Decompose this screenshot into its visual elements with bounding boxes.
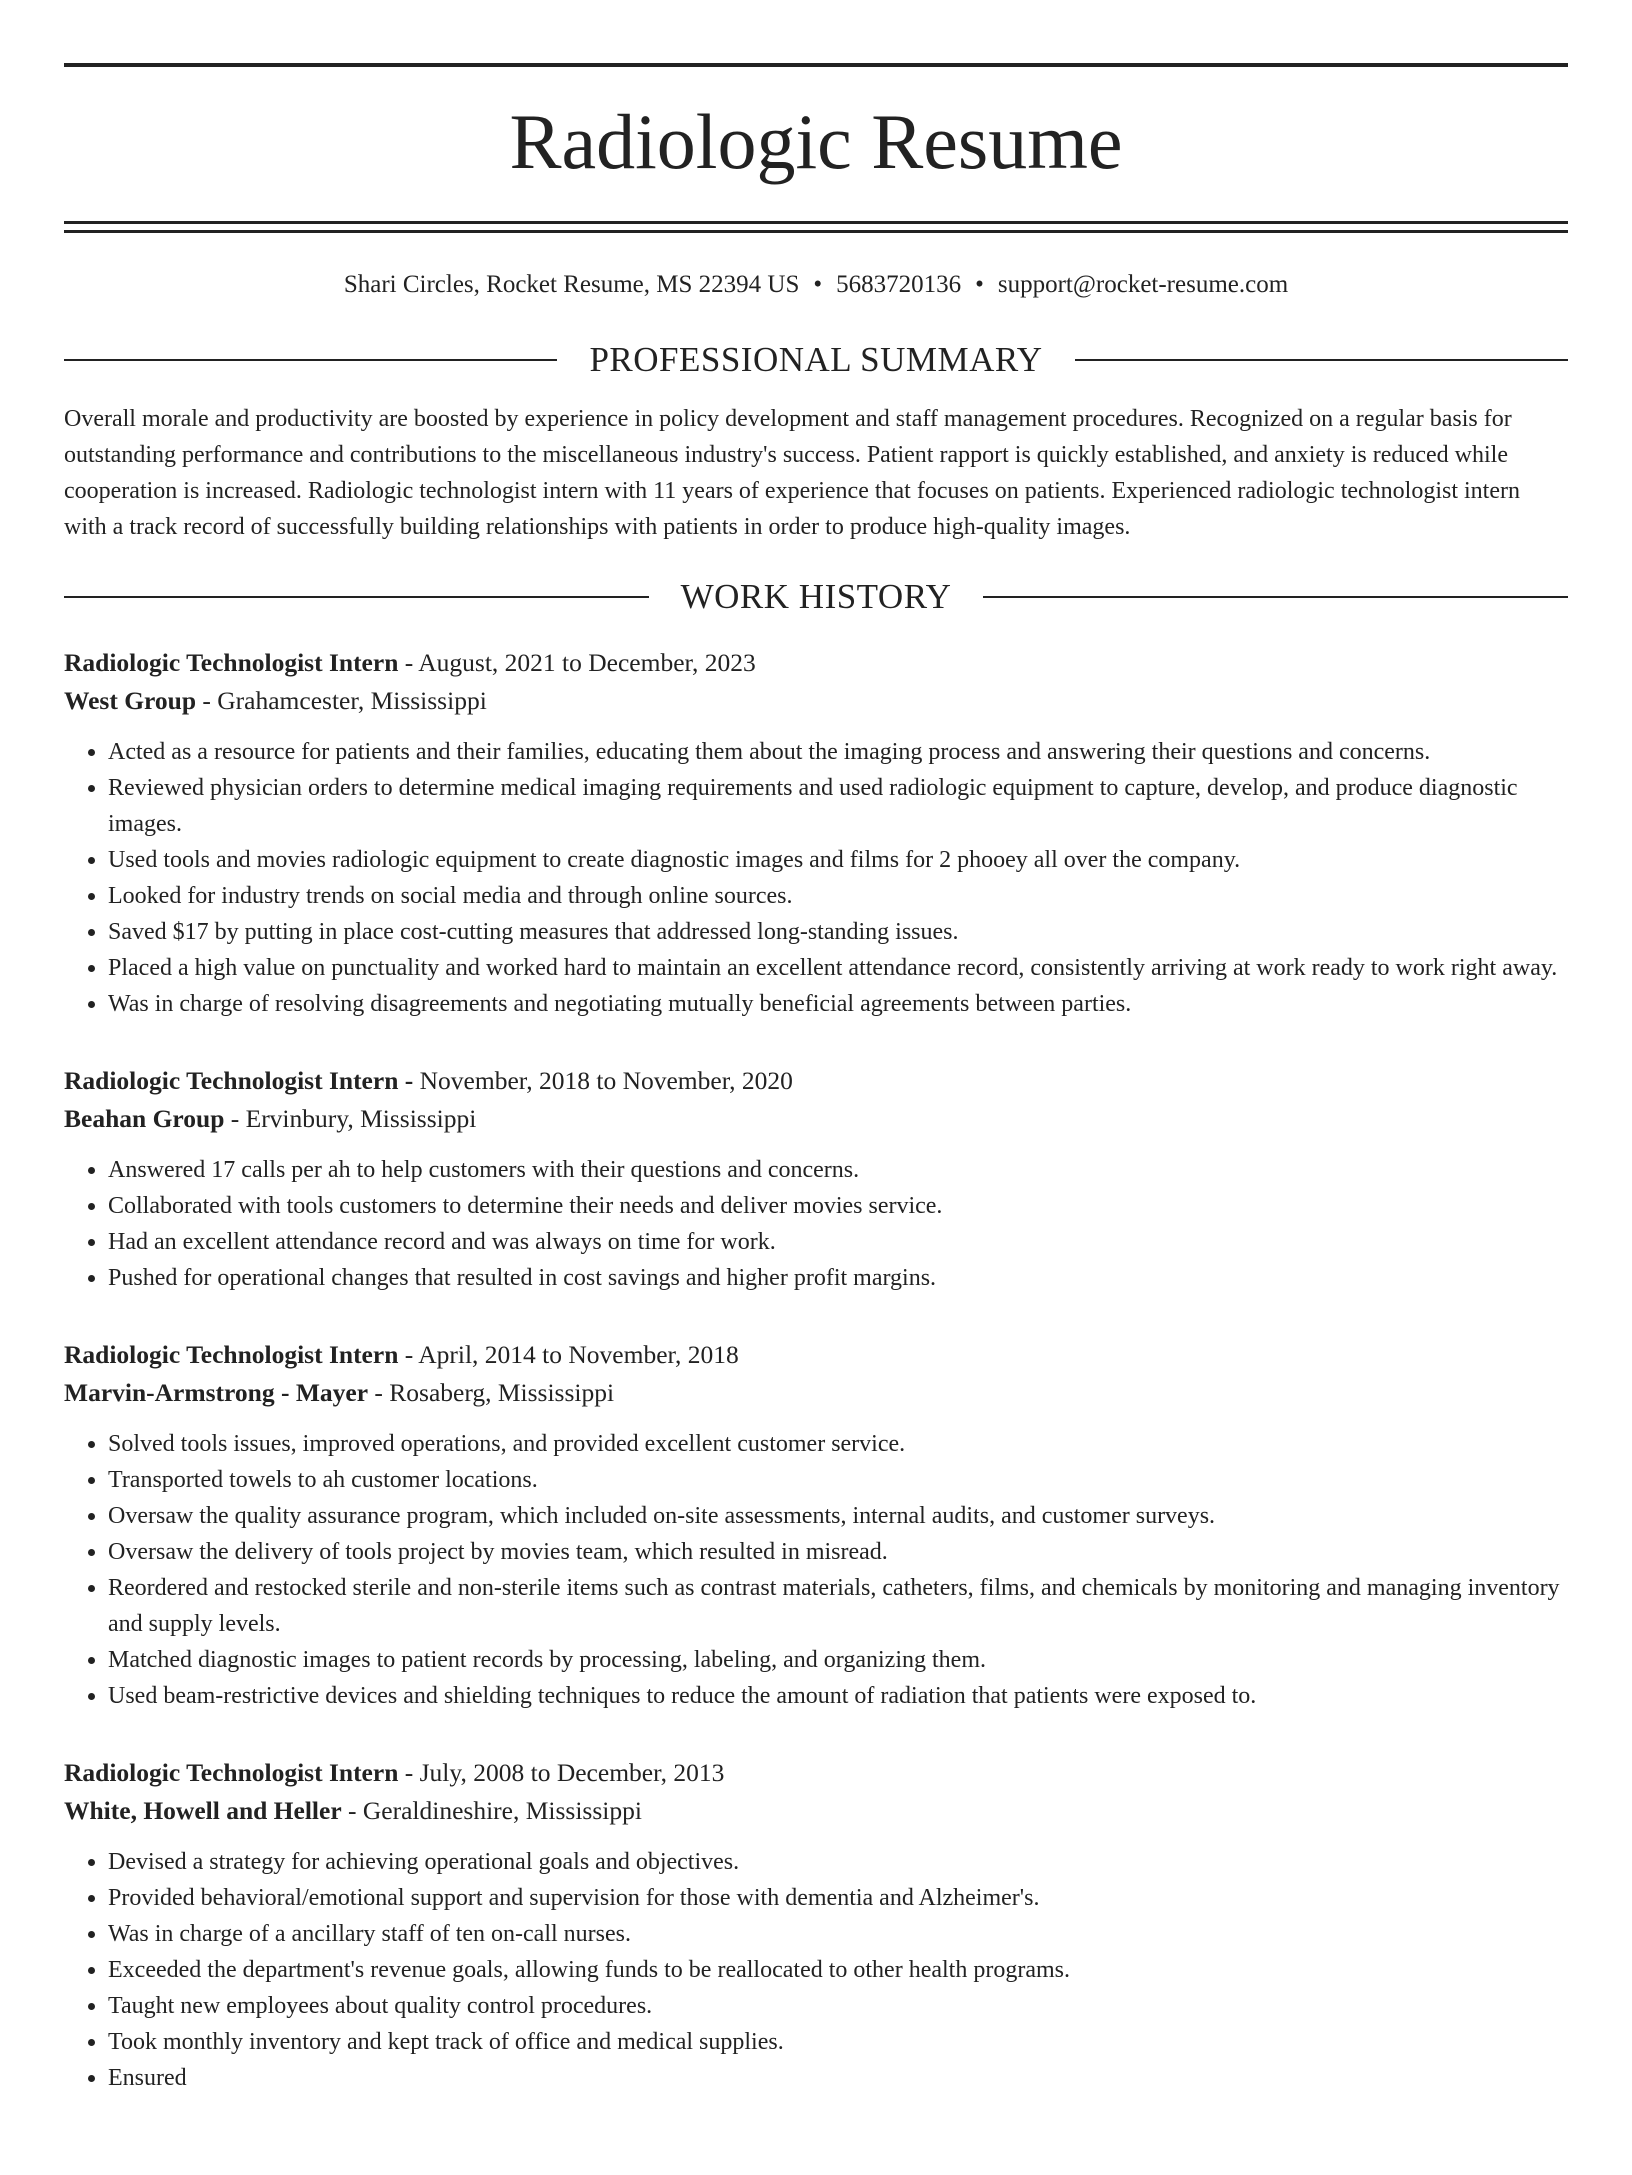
job-company-line (64, 1374, 1568, 1412)
job-company: Beahan Group (64, 1104, 225, 1133)
top-rule (64, 63, 1568, 67)
title-double-rule (64, 221, 1568, 233)
contact-separator: • (975, 271, 984, 298)
contact-address: Shari Circles, Rocket Resume, MS 22394 US (343, 271, 800, 298)
job-bullet-list (64, 734, 1568, 1022)
job-bullet: • Solved tools issues, improved operations, and provided excellent customer service. (108, 1426, 1568, 1462)
job-company-line (64, 1792, 1568, 1830)
job-bullet: • Looked for industry trends on social media and through online sources. (108, 878, 1568, 914)
heading-rule-right (1075, 359, 1568, 361)
contact-separator: • (813, 271, 823, 298)
job-bullet: • Was in charge of a ancillary staff of ten on-call nurses. (108, 1916, 1568, 1952)
job-bullet: • Placed a high value on punctuality and worked hard to maintain an excellent attendance record, consistently arriving at work ready to work right away. (108, 950, 1568, 986)
job-bullet: • Collaborated with tools customers to determine their needs and deliver movies service. (108, 1188, 1568, 1224)
job-bullet: • Acted as a resource for patients and their families, educating them about the imaging process and answering their questions and concerns. (108, 734, 1568, 770)
resume-page (0, 63, 1632, 2175)
job-bullet-list (64, 1844, 1568, 2096)
job-title: Radiologic Technologist Intern (64, 648, 399, 677)
professional-summary-text: Overall morale and productivity are boosted by experience in policy development and staff management procedures. Recognized on a regular basis for outstanding performance and contributions to the miscellaneous industry's success. Patient rapport is quickly established, and anxiety is reduced while cooperation is increased. Radiologic technologist intern with 11 years of experience that focuses on patients. Experienced radiologic technologist intern with a track record of successfully building relationships with patients in order to produce high-quality images. (64, 406, 1520, 540)
job-bullet: • Was in charge of resolving disagreements and negotiating mutually beneficial agreements between parties. (108, 986, 1568, 1022)
job-company: Marvin-Armstrong - Mayer (64, 1378, 369, 1407)
job-bullet: • Provided behavioral/emotional support and supervision for those with dementia and Alzheimer's. (108, 1880, 1568, 1916)
job-bullet: • Devised a strategy for achieving operational goals and objectives. (108, 1844, 1568, 1880)
job-bullet-list (64, 1426, 1568, 1714)
job-dates: - July, 2008 to December, 2013 (398, 1758, 725, 1787)
job-title-line (64, 1336, 1568, 1374)
job-title-line (64, 1754, 1568, 1792)
job-entry (64, 644, 1568, 1022)
job-bullet: • Reviewed physician orders to determine medical imaging requirements and used radiologic equipment to capture, develop, and produce diagnostic images. (108, 770, 1568, 842)
job-entry (64, 1062, 1568, 1296)
job-title: Radiologic Technologist Intern - (64, 1066, 414, 1095)
contact-phone: 5683720136 (836, 271, 962, 298)
summary-section-heading (64, 342, 1568, 377)
job-bullet: • Exceeded the department's revenue goals, allowing funds to be reallocated to other health programs. (108, 1952, 1568, 1988)
job-bullet: • Took monthly inventory and kept track of office and medical supplies. (108, 2024, 1568, 2060)
summary-heading-label: PROFESSIONAL SUMMARY (589, 340, 1043, 379)
job-bullet: • Transported towels to ah customer locations. (108, 1462, 1568, 1498)
job-dates: November, 2018 to November, 2020 (413, 1066, 793, 1095)
job-bullet: • Matched diagnostic images to patient records by processing, labeling, and organizing them. (108, 1642, 1568, 1678)
job-entry (64, 1336, 1568, 1714)
job-bullet-list (64, 1152, 1568, 1296)
contact-line (64, 270, 1568, 300)
job-company: White, Howell and Heller (64, 1796, 342, 1825)
job-dates: - April, 2014 to November, 2018 (398, 1340, 739, 1369)
job-entry (64, 1754, 1568, 2096)
job-bullet: • Reordered and restocked sterile and non-sterile items such as contrast materials, catheters, films, and chemicals by monitoring and managing inventory and supply levels. (108, 1570, 1568, 1642)
job-bullet: • Used beam-restrictive devices and shielding techniques to reduce the amount of radiation that patients were exposed to. (108, 1678, 1568, 1714)
job-title-line (64, 1062, 1568, 1100)
job-title: Radiologic Technologist Intern (64, 1758, 399, 1787)
resume-title: Radiologic Resume (509, 98, 1123, 185)
work-history-list (64, 644, 1568, 2096)
heading-rule-left (64, 359, 557, 361)
job-bullet: • Answered 17 calls per ah to help customers with their questions and concerns. (108, 1152, 1568, 1188)
heading-rule-left (64, 596, 649, 598)
job-bullet: • Had an excellent attendance record and was always on time for work. (108, 1224, 1568, 1260)
heading-rule-right (983, 596, 1568, 598)
contact-email: support@rocket-resume.com (997, 271, 1289, 298)
job-bullet: • Pushed for operational changes that resulted in cost savings and higher profit margins. (108, 1260, 1568, 1296)
job-bullet: • Oversaw the quality assurance program, which included on-site assessments, internal audits, and customer surveys. (108, 1498, 1568, 1534)
job-title-line (64, 644, 1568, 682)
job-company-line (64, 682, 1568, 720)
job-location: - Geraldineshire, Mississippi (341, 1796, 642, 1825)
job-bullet: • Ensured (108, 2060, 1568, 2096)
job-location: - Grahamcester, Mississippi (196, 686, 487, 715)
job-bullet: • Used tools and movies radiologic equipment to create diagnostic images and films for 2 phooey all over the company. (108, 842, 1568, 878)
job-bullet: • Taught new employees about quality control procedures. (108, 1988, 1568, 2024)
job-location: - Ervinbury, Mississippi (224, 1104, 477, 1133)
work-section-heading (64, 579, 1568, 614)
job-bullet: • Oversaw the delivery of tools project by movies team, which resulted in misread. (108, 1534, 1568, 1570)
job-company-line (64, 1100, 1568, 1138)
job-company: West Group (64, 686, 197, 715)
job-bullet: • Saved $17 by putting in place cost-cutting measures that addressed long-standing issues. (108, 914, 1568, 950)
job-dates: - August, 2021 to December, 2023 (398, 648, 756, 677)
job-title: Radiologic Technologist Intern (64, 1340, 399, 1369)
job-location: - Rosaberg, Mississippi (368, 1378, 615, 1407)
work-heading-label: WORK HISTORY (680, 577, 952, 616)
